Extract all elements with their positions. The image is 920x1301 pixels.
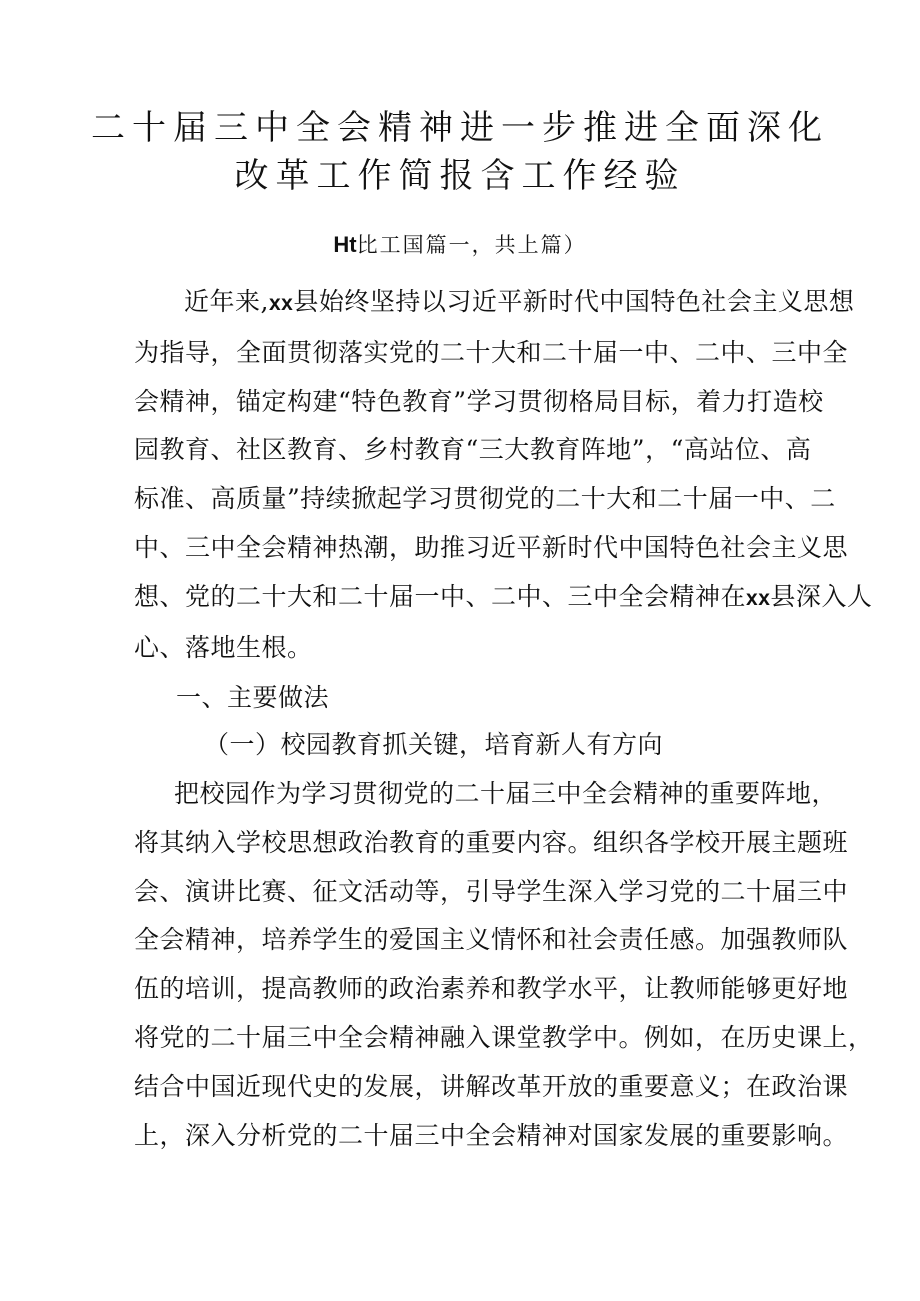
body-paragraph (134, 770, 874, 1160)
intro-line: 会精神，锚定构建“特色教育”学习贯彻格局目标，着力打造校 (134, 386, 824, 416)
subsection-heading: （一）校园教育抓关键，培育新人有方向 (204, 730, 664, 760)
subtitle-text: 比工国篇一，共上篇） (356, 233, 587, 257)
county-placeholder: xx (746, 586, 771, 610)
subtitle-latin: Ht (333, 232, 357, 257)
intro-line: 为指导，全面贯彻落实党的二十大和二十届一中、二中、三中全 (134, 337, 849, 367)
intro-line: 心、落地生根。 (134, 632, 313, 662)
document-subtitle (0, 230, 920, 260)
paragraph-line: 上，深入分析党的二十届三中全会精神对国家发展的重要影响。 (134, 1120, 849, 1150)
title-line-2: 改革工作简报含工作经验 (234, 156, 686, 196)
paragraph-line: 全会精神，培养学生的爱国主义情怀和社会责任感。加强教师队 (134, 925, 849, 955)
document-title (0, 104, 920, 200)
document-body (134, 278, 874, 1160)
county-placeholder: xx (268, 292, 294, 315)
intro-paragraph (134, 278, 873, 672)
section-heading: 一、主要做法 (176, 683, 330, 713)
paragraph-line: 将党的二十届三中全会精神融入课堂教学中。例如，在历史课上， (134, 1022, 874, 1052)
title-line-1: 二十届三中全会精神进一步推进全面深化 (91, 108, 829, 148)
intro-line: 中、三中全会精神热潮，助推习近平新时代中国特色社会主义思 (134, 532, 849, 562)
intro-line: 标准、高质量”持续掀起学习贯彻党的二十大和二十届一中、二 (134, 484, 836, 514)
paragraph-line: 会、演讲比赛、征文活动等，引导学生深入学习党的二十届三中 (134, 876, 849, 906)
intro-line: 园教育、社区教育、乡村教育“三大教育阵地”，“高站位、高 (134, 435, 812, 465)
intro-line: 想、党的二十大和二十届一中、二中、三中全会精神在xx县深入人 (134, 581, 873, 611)
paragraph-line: 伍的培训，提高教师的政治素养和教学水平，让教师能够更好地 (134, 974, 849, 1004)
paragraph-line: 结合中国近现代史的发展，讲解改革开放的重要意义；在政治课 (134, 1071, 849, 1101)
paragraph-line: 把校园作为学习贯彻党的二十届三中全会精神的重要阵地， (174, 778, 838, 808)
intro-line: 近年来,xx县始终坚持以习近平新时代中国特色社会主义思想 (184, 287, 855, 316)
paragraph-line: 将其纳入学校思想政治教育的重要内容。组织各学校开展主题班 (134, 827, 849, 857)
